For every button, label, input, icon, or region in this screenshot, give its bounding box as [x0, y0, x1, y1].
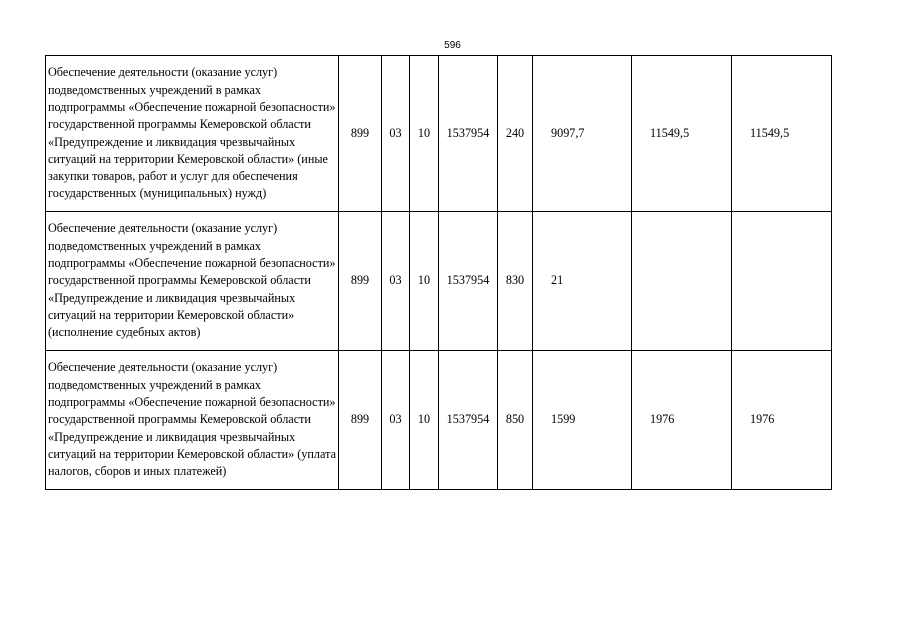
section-code: 03	[382, 212, 410, 351]
ministry-code: 899	[339, 56, 382, 212]
table-row	[46, 351, 832, 490]
subsection-code: 10	[410, 212, 439, 351]
amount-2: 11549,5	[632, 56, 732, 212]
row-description: Обеспечение деятельности (оказание услуг) подведомственных учреждений в рамках подпрограммы «Обеспечение пожарной безопасности» государственной программы Кемеровской области «Предупреждение и ликвидация чрезвычайных ситуаций на территории Кемеровской области» (исполнение судебных актов)	[46, 212, 339, 351]
amount-2: 1976	[632, 351, 732, 490]
subsection-code: 10	[410, 56, 439, 212]
amount-3: 1976	[732, 351, 832, 490]
amount-3: 11549,5	[732, 56, 832, 212]
amount-1: 1599	[533, 351, 632, 490]
expense-type-code: 240	[498, 56, 533, 212]
amount-1: 9097,7	[533, 56, 632, 212]
table-row	[46, 212, 832, 351]
budget-table	[45, 55, 832, 490]
target-article-code: 1537954	[439, 212, 498, 351]
section-code: 03	[382, 351, 410, 490]
section-code: 03	[382, 56, 410, 212]
page-number: 596	[444, 40, 461, 51]
ministry-code: 899	[339, 351, 382, 490]
target-article-code: 1537954	[439, 56, 498, 212]
subsection-code: 10	[410, 351, 439, 490]
table-row	[46, 56, 832, 212]
expense-type-code: 830	[498, 212, 533, 351]
row-description: Обеспечение деятельности (оказание услуг) подведомственных учреждений в рамках подпрограммы «Обеспечение пожарной безопасности» государственной программы Кемеровской области «Предупреждение и ликвидация чрезвычайных ситуаций на территории Кемеровской области» (уплата налогов, сборов и иных платежей)	[46, 351, 339, 490]
ministry-code: 899	[339, 212, 382, 351]
amount-1: 21	[533, 212, 632, 351]
expense-type-code: 850	[498, 351, 533, 490]
target-article-code: 1537954	[439, 351, 498, 490]
amount-2	[632, 212, 732, 351]
amount-3	[732, 212, 832, 351]
row-description: Обеспечение деятельности (оказание услуг) подведомственных учреждений в рамках подпрограммы «Обеспечение пожарной безопасности» государственной программы Кемеровской области «Предупреждение и ликвидация чрезвычайных ситуаций на территории Кемеровской области» (иные закупки товаров, работ и услуг для обеспечения государственных (муниципальных) нужд)	[46, 56, 339, 212]
